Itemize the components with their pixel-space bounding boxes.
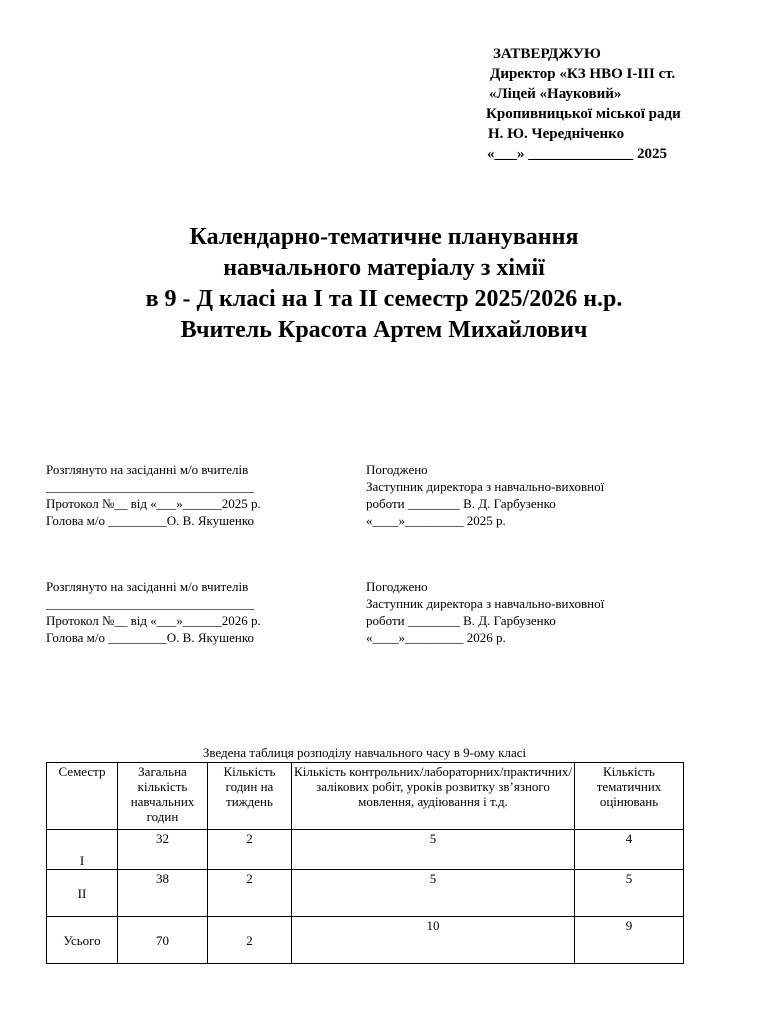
review-text: Розглянуто на засіданні м/о вчителів xyxy=(46,462,249,477)
cell-works: 10 xyxy=(292,917,575,964)
review-block-1-left xyxy=(46,461,261,529)
table-header-row xyxy=(47,763,684,830)
cell-total-hours: 32 xyxy=(118,830,208,870)
header-works: Кількість контрольних/лабораторних/практичних/ залікових робіт, уроків розвитку зв’язного мовлення, аудіювання і т.д. xyxy=(292,763,575,830)
cell-assessments: 5 xyxy=(575,870,684,917)
cell-works: 5 xyxy=(292,870,575,917)
title-line-4: Вчитель Красота Артем Михайлович xyxy=(180,317,588,343)
review-block-2-right xyxy=(366,578,604,646)
title-line-1: Календарно-тематичне планування xyxy=(189,224,579,250)
table-row xyxy=(47,917,684,964)
approval-name: Н. Ю. Чередніченко xyxy=(488,126,625,142)
agreed-label: Погоджено xyxy=(366,462,428,477)
review-block-1-right xyxy=(366,461,604,529)
approval-date: «___» ______________ 2025 xyxy=(487,146,667,162)
document-title xyxy=(0,222,768,346)
cell-semester: II xyxy=(47,870,118,917)
header-assessments: Кількість тематичних оцінювань xyxy=(575,763,684,830)
deputy-line: Заступник директора з навчально-виховної xyxy=(366,479,605,494)
approval-council: Кропивницької міської ради xyxy=(486,106,681,122)
approval-heading: ЗАТВЕРДЖУЮ xyxy=(493,46,601,62)
cell-semester: I xyxy=(47,830,118,870)
cell-weekly-hours: 2 xyxy=(208,917,292,964)
head-line: Голова м/о _________О. В. Якушенко xyxy=(46,513,255,528)
review-block-2-left xyxy=(46,578,261,646)
signature-line: ________________________________ xyxy=(46,596,254,611)
cell-assessments: 9 xyxy=(575,917,684,964)
agreed-date: «____»_________ 2026 р. xyxy=(366,630,506,645)
cell-semester: Усього xyxy=(47,917,118,964)
header-weekly-hours: Кількість годин на тиждень xyxy=(208,763,292,830)
agreed-label: Погоджено xyxy=(366,579,428,594)
approval-school: «Ліцей «Науковий» xyxy=(489,86,622,102)
signature-line: ________________________________ xyxy=(46,479,254,494)
head-line: Голова м/о _________О. В. Якушенко xyxy=(46,630,255,645)
deputy-signature: роботи ________ В. Д. Гарбузенко xyxy=(366,496,556,511)
header-semester: Семестр xyxy=(47,763,118,830)
header-total-hours: Загальна кількість навчальних годин xyxy=(118,763,208,830)
cell-assessments: 4 xyxy=(575,830,684,870)
table-row xyxy=(47,830,684,870)
protocol-line: Протокол №__ від «___»______2025 р. xyxy=(46,496,261,511)
deputy-line: Заступник директора з навчально-виховної xyxy=(366,596,605,611)
title-line-2: навчального матеріалу з хімії xyxy=(223,255,545,281)
title-line-3: в 9 - Д класі на I та II семестр 2025/2026 н.р. xyxy=(145,286,623,312)
deputy-signature: роботи ________ В. Д. Гарбузенко xyxy=(366,613,556,628)
table-row xyxy=(47,870,684,917)
protocol-line: Протокол №__ від «___»______2026 р. xyxy=(46,613,261,628)
cell-weekly-hours: 2 xyxy=(208,870,292,917)
table-caption: Зведена таблиця розподілу навчального часу в 9-ому класі xyxy=(202,745,527,760)
cell-total-hours: 38 xyxy=(118,870,208,917)
agreed-date: «____»_________ 2025 р. xyxy=(366,513,506,528)
cell-weekly-hours: 2 xyxy=(208,830,292,870)
cell-total-hours: 70 xyxy=(118,917,208,964)
review-text: Розглянуто на засіданні м/о вчителів xyxy=(46,579,249,594)
distribution-table xyxy=(46,762,684,964)
approval-director: Директор «КЗ НВО І-ІІІ ст. xyxy=(490,66,676,82)
cell-works: 5 xyxy=(292,830,575,870)
